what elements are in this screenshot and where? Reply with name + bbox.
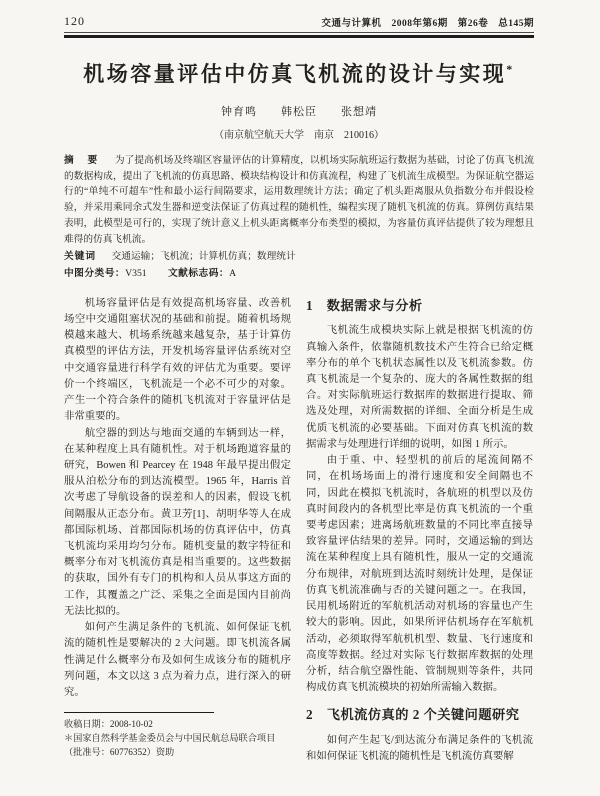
clc-value: V351 bbox=[125, 268, 147, 280]
section-2-paragraph-1: 如何产生起飞/到达流分布满足条件的飞机流和如何保证飞机流的随机性是飞机流仿真要解 bbox=[306, 734, 533, 763]
abstract-text: 为了提高机场及终端区容量评估的计算精度，以机场实际航班运行数据为基础，讨论了仿真飞机流的数据构成，提出了飞机流的仿真思路、模块结构设计和仿真流程，构建了飞机流生成模型。为保证航空器运行的“单纯不可超车”性和最小运行间隔要求，运用数理统计方法；确定了机头距离服从负指数分布并假设检验，并采用乘同余式发生器和逆变法保证了仿真过程的随机性，编程实现了随机飞机流的仿真。算例仿真结果表明，此模型是可行的，实现了统计意义上机头距离概率分布类型的模拟，为容量仿真评估提供了较为理想且难得的仿真飞机流。 bbox=[64, 155, 534, 245]
keywords-label: 关键词 bbox=[64, 251, 97, 263]
doc-code-value: A bbox=[229, 268, 237, 280]
keywords-line bbox=[64, 249, 534, 265]
section-1-paragraph-2: 由于重、中、轻型机的前后的尾流间隔不同，在机场场面上的滑行速度和安全间隔也不同，因此在模拟飞机流时，各航班的机型以及仿真时间段内的各机型比率是仿真飞机流的一个重要考虑因素；进离场航班数量的不同比率直接导致容量评估结果的差异。同时，交通运输的到达流在某种程度上具有随机性，服从一定的交通流分布规律，对航班到达流时刻统计处理，是保证仿真飞机流准确与否的关键问题之一。在我国，民用机场附近的军航机活动对机场的容量也产生较大的影响。因此，如果所评估机场存在军航机活动，必须取得军航机机型、数量、飞行速度和高度等数据。经过对实际飞行数据库数据的处理分析，结合航空器性能、管制规则等条件，共同构成仿真飞机流模块的初始所需输入数据。 bbox=[306, 455, 533, 694]
page-header bbox=[64, 14, 534, 29]
left-paragraph-2: 航空器的到达与地面交通的车辆到达一样，在某种程度上具有随机性。对于机场跑道容量的研究，Bowen 和 Pearcey 在 1948 年最早提出假定服从泊松分布的到达流模型。1965 年，Harris 首次考虑了导航设备的误差和人的因素，假设飞机间隔服从正态分布。黄卫芳[1]、胡明华等人在成都国际机场、首都国际机场的仿真评估中，仿真飞机流均采用均匀分布。随机变量的数字特征和概率分布对飞机流仿真是相当重要的。这些数据的获取，国外有专门的机构和人员从事这方面的工作，其覆盖之广泛、采集之全面是国内目前尚无法比拟的。 bbox=[64, 427, 291, 617]
section-2-heading: 2 飞机流仿真的 2 个关键问题研究 bbox=[306, 707, 520, 723]
left-column bbox=[64, 296, 291, 766]
fund-note-line1: ＊国家自然科学基金委员会与中国民航总局联合项目 bbox=[64, 733, 276, 744]
fund-note-line2: （批准号：60776352）资助 bbox=[64, 746, 175, 757]
journal-info: 交通与计算机 2008年第6期 第26卷 总145期 bbox=[321, 19, 534, 29]
abstract-label: 摘 要 bbox=[64, 155, 100, 166]
title-footnote-mark: * bbox=[506, 62, 515, 76]
footnote-block bbox=[64, 712, 291, 759]
page-number: 120 bbox=[64, 14, 85, 28]
authors-line: 钟育鸣 韩松臣 张想靖 bbox=[221, 106, 377, 118]
paper-title-text: 机场容量评估中仿真飞机流的设计与实现 bbox=[83, 62, 507, 86]
clc-label: 中图分类号： bbox=[64, 268, 126, 280]
two-column-body bbox=[64, 296, 534, 766]
classification-line bbox=[64, 266, 534, 282]
right-column bbox=[306, 296, 533, 766]
left-paragraph-3: 如何产生满足条件的飞机流、如何保证飞机流的随机性是要解决的 2 大问题。即飞机流各属性满足什么概率分布及如何生成该分布的随机序列问题，本文以这 3 点为着力点，进行深入的研究。 bbox=[64, 622, 291, 698]
header-rule-thick bbox=[64, 35, 534, 38]
left-paragraph-1: 机场容量评估是有效提高机场容量、改善机场空中交通阻塞状况的基础和前提。随着机场规模越来越大、机场系统越来越复杂，基于计算仿真模型的评估方法，开发机场容量评估系统对空中交通容量进行科学有效的评估尤为重要。要评价一个终端区，飞机流是一个必不可少的对象。产生一个符合条件的随机飞机流对于容量评估是非常重要的。 bbox=[64, 297, 291, 423]
section-1-paragraph-1: 飞机流生成模块实际上就是根据飞机流的仿真输入条件，依靠随机数技术产生符合已给定概率分布的单个飞机状态属性以及飞机流参数。仿真飞机流是一个复杂的、庞大的各属性数据的组合。对实际航班运行数据库的数据进行提取、筛选及处理，对所需数据的详细、全面分析是生成优质飞机流的必要基础。下面对仿真飞机流的数据需求与处理进行详细的说明，如图 1 所示。 bbox=[306, 325, 533, 450]
keywords-text: 交通运输；飞机流；计算机仿真；数理统计 bbox=[111, 251, 296, 263]
affiliation-line: （南京航空航天大学 南京 210016） bbox=[214, 130, 384, 141]
doc-code-label: 文献标志码： bbox=[167, 268, 230, 280]
received-date-line: 收稿日期：2008-10-02 bbox=[64, 719, 153, 730]
footnote-rule bbox=[64, 712, 214, 713]
abstract-block bbox=[64, 153, 534, 247]
section-1-heading: 1 数据需求与分析 bbox=[306, 297, 423, 313]
header-rule-thin bbox=[64, 32, 534, 33]
paper-title bbox=[64, 58, 534, 88]
